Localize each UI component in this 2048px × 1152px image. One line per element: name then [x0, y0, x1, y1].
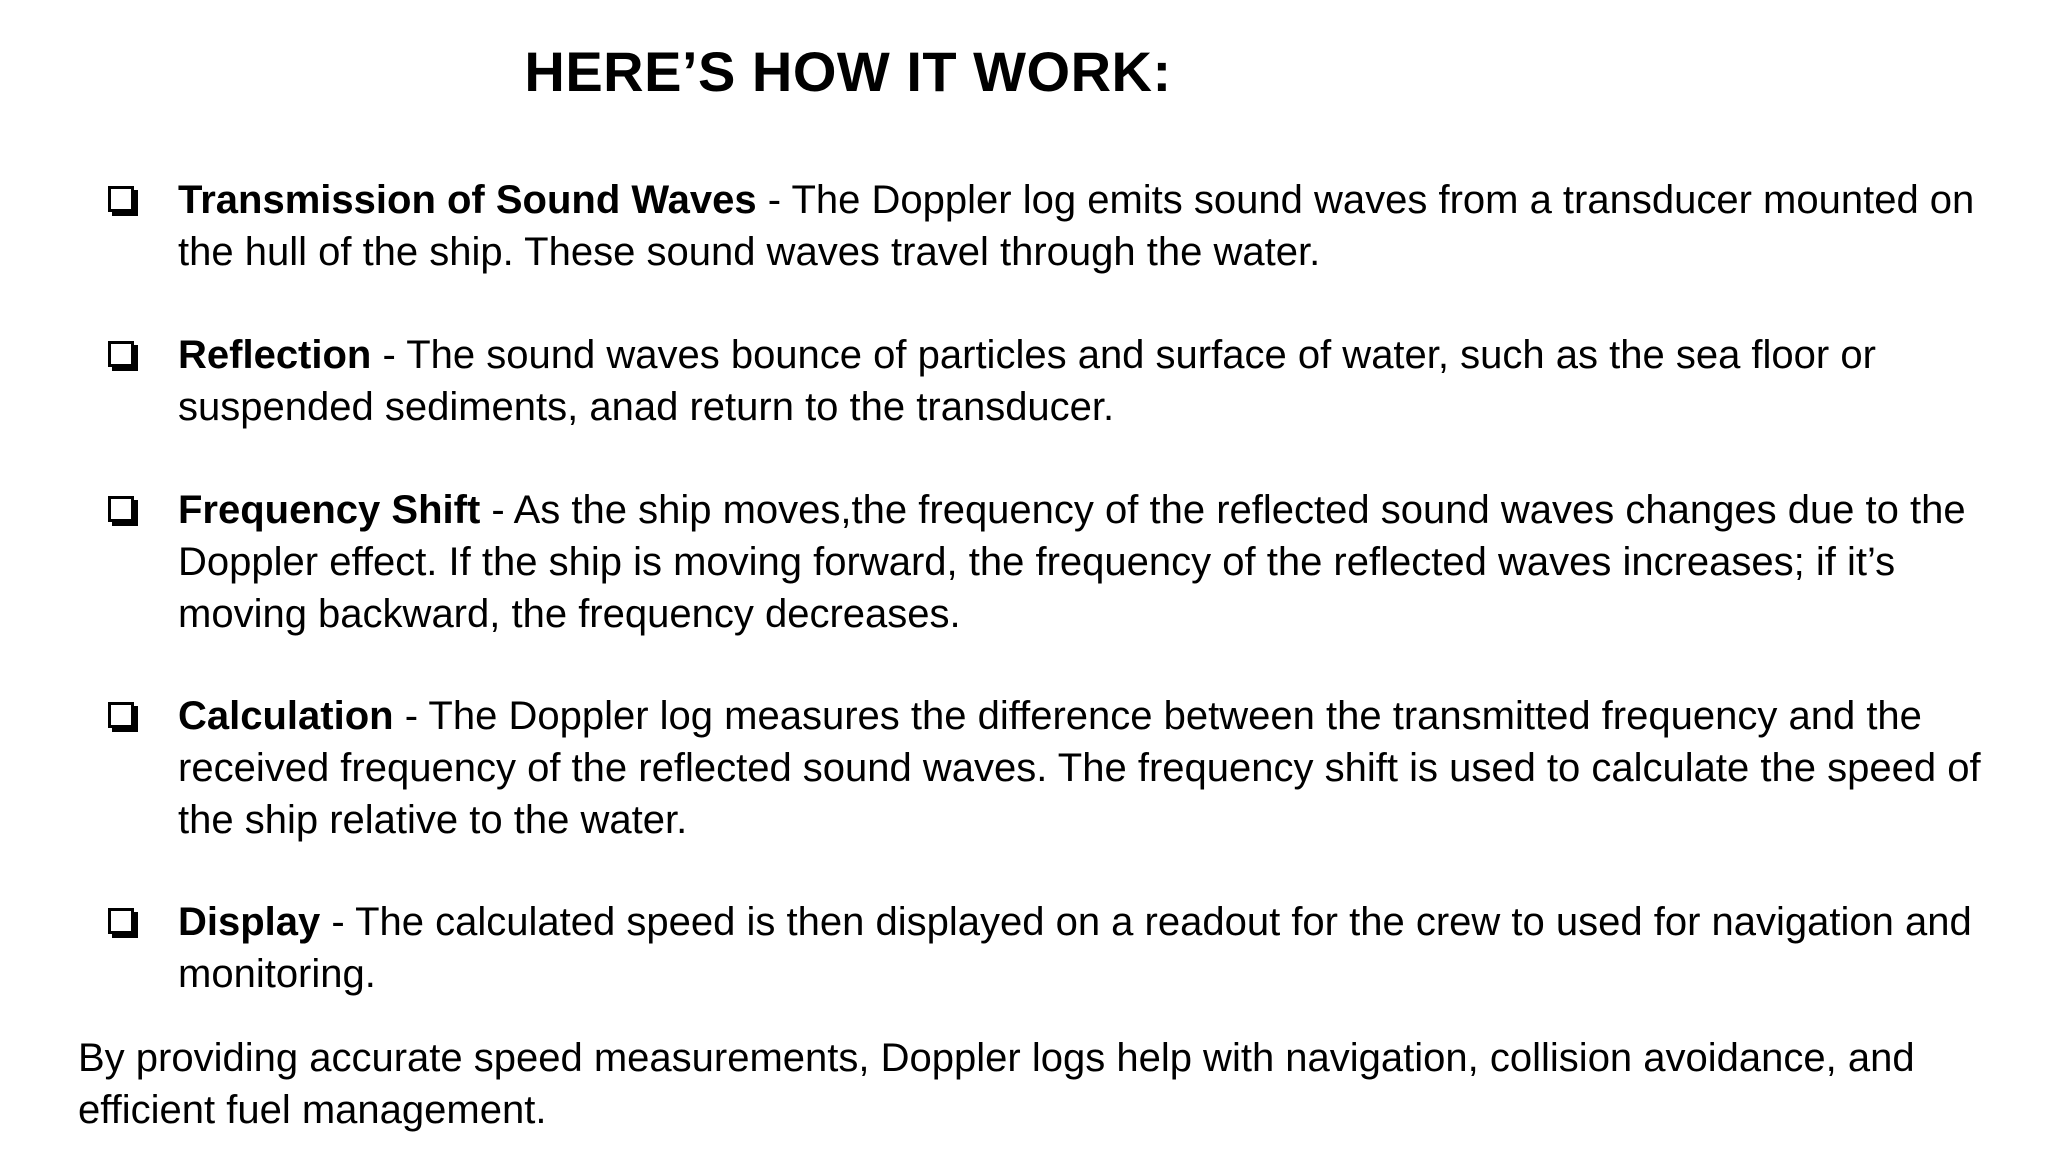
list-item-description: The Doppler log measures the difference between the transmitted frequency and the received frequency of the reflected sound waves. The frequency shift is used to calculate the speed of the ship relative to the water. — [178, 694, 1981, 842]
list-item-text — [178, 896, 1988, 1000]
list-item-separator: - — [480, 488, 514, 532]
list-item — [108, 329, 2028, 433]
list-item-description: The calculated speed is then displayed on a readout for the crew to used for navigation and monitoring. — [178, 900, 1972, 996]
checkbox-bullet-icon — [108, 341, 134, 367]
checkbox-bullet-icon — [108, 702, 134, 728]
list-item — [108, 896, 2028, 1000]
closing-paragraph: By providing accurate speed measurements, Doppler logs help with navigation, collision avoidance, and efficient fuel management. — [78, 1036, 1915, 1132]
list-item-term: Frequency Shift — [178, 488, 481, 532]
list-item — [108, 484, 2028, 640]
list-item-description: The sound waves bounce of particles and surface of water, such as the sea floor or suspended sediments, anad return to the transducer. — [178, 333, 1876, 429]
list-item-separator: - — [393, 694, 429, 738]
list-item-description: The Doppler log emits sound waves from a transducer mounted on the hull of the ship. These sound waves travel through the water. — [178, 178, 1975, 274]
list-item-text — [178, 690, 1988, 846]
list-item-separator: - — [320, 900, 356, 944]
list-item-term: Transmission of Sound Waves — [178, 178, 757, 222]
checkbox-bullet-icon — [108, 186, 134, 212]
list-item-term: Reflection — [178, 333, 372, 377]
list-item-text — [178, 174, 1988, 278]
list-item-text — [178, 484, 1988, 640]
list-item-text — [178, 329, 1988, 433]
list-item-term: Display — [178, 900, 321, 944]
list-item — [108, 690, 2028, 846]
list-item-term: Calculation — [178, 694, 394, 738]
page-title: HERE’S HOW IT WORK: — [524, 40, 1172, 103]
list-item — [108, 174, 2028, 278]
list-item-description: As the ship moves,the frequency of the reflected sound waves changes due to the Doppler effect. If the ship is moving forward, the frequency of the reflected waves increases; if it’s moving backward, the frequency decreases. — [178, 488, 1966, 636]
checkbox-bullet-icon — [108, 908, 134, 934]
list-item-separator: - — [371, 333, 407, 377]
checkbox-bullet-icon — [108, 496, 134, 522]
list-item-separator: - — [756, 178, 792, 222]
